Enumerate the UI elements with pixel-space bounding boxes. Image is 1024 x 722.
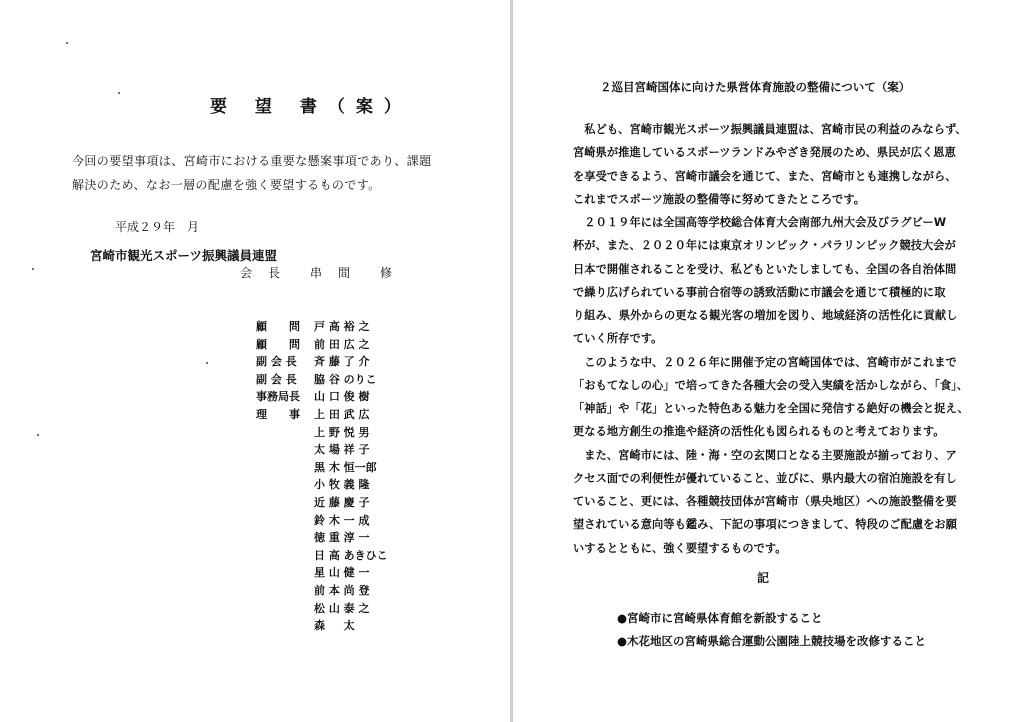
member-name: 鈴 木 一 成	[314, 513, 370, 527]
body-line: で繰り広げられている事前合宿等の誘致活動に市議会を通じて積極的に取	[573, 285, 946, 299]
member-name: 上 田 武 広	[314, 408, 370, 421]
body-line: 「神話」や「花」といった特色ある魅力を全国に発信する絶好の機会と捉え、	[573, 402, 969, 415]
body-line: ２０１９年には全国高等学校総合体育大会南部九州大会及びラグビーW	[573, 216, 947, 229]
body-line: また、宮崎市には、陸・海・空の玄関口となる主要施設が揃っており、ア	[573, 448, 957, 462]
body-line: 杯が、また、２０２０年には東京オリンピック・パラリンピック競技大会が	[573, 239, 956, 253]
scan-speck	[37, 434, 39, 436]
body-line: いするとともに、強く要望するものです。	[573, 541, 787, 555]
intro-line-2: 解決のため、なお一層の配慮を強く要望するものです。	[72, 178, 381, 192]
member-name: 黒 木 恒一郎	[314, 460, 377, 474]
member-name: 松 山 泰 之	[314, 601, 370, 615]
member-role: 顧 問	[256, 320, 300, 333]
body-line: 望されている意向等も鑑み、下記の事項につきまして、特段のご配慮をお願	[573, 518, 958, 532]
body-line: 日本で開催されることを受け、私どもといたしましても、全国の各自治体間	[573, 262, 957, 276]
body-line: 私ども、宮崎市観光スポーツ振興議員連盟は、宮崎市民の利益のみならず、	[573, 123, 967, 136]
body-line: 「おもてなしの心」で培ってきた各種大会の受入実績を活かしながら、「食」、	[573, 378, 969, 392]
member-name: 前 田 広 之	[314, 337, 370, 351]
member-name: 太 場 祥 子	[314, 443, 370, 457]
request-item-2: ●木花地区の宮崎県総合運動公園陸上競技場を改修すること	[617, 634, 927, 648]
intro-line-1: 今回の要望事項は、宮崎市における重要な懸案事項であり、課題	[72, 154, 432, 168]
member-name: 森 太	[314, 619, 355, 633]
member-role: 副 会 長	[256, 355, 297, 369]
body-line: 更なる地方創生の推進や経済の活性化も図られるものと考えております。	[573, 425, 945, 439]
body-line: ていること、更には、各種競技団体が宮崎市（県央地区）への施設整備を要	[573, 495, 957, 508]
member-role: 事務局長	[256, 390, 300, 404]
member-role: 顧 問	[256, 337, 300, 351]
body-line: クセス面での利便性が優れていること、並びに、県内最大の宿泊施設を有し	[573, 471, 957, 485]
body-line: り組み、県外からの更なる観光客の増加を図り、地域経済の活性化に貢献し	[573, 309, 958, 322]
member-name: 星 山 健 一	[314, 566, 370, 580]
document-date: 平成２９年 月	[115, 220, 200, 234]
member-name: 上 野 悦 男	[314, 425, 370, 439]
member-name: 前 本 尚 登	[314, 584, 370, 597]
scan-speck	[206, 362, 208, 364]
scan-speck	[118, 92, 120, 94]
proposal-title: ２巡目宮崎国体に向けた県営体育施設の整備について（案）	[600, 80, 911, 94]
request-item-1: ●宮崎市に宮崎県体育館を新設すること	[617, 611, 823, 625]
member-name: 徳 重 淳 一	[314, 531, 370, 545]
scan-speck	[32, 268, 34, 270]
president-line: 会 長 串 間 修	[240, 266, 395, 280]
member-name: 戸 高 裕 之	[314, 320, 370, 333]
body-line: を享受できるよう、宮崎市議会を通じて、また、宮崎市とも連携しながら、	[573, 169, 957, 183]
member-name: 斉 藤 了 介	[314, 355, 370, 369]
member-name: 脇 谷 のりこ	[314, 372, 377, 386]
member-name: 山 口 俊 樹	[314, 390, 370, 404]
body-line: これまでスポーツ施設の整備等に努めてきたところです。	[573, 192, 866, 206]
organization-name: 宮崎市観光スポーツ振興議員連盟	[90, 248, 278, 263]
right-document-page	[513, 0, 1024, 722]
document-title: 要 望 書（案）	[210, 97, 412, 117]
member-name: 小 牧 義 隆	[314, 478, 370, 492]
body-line: このような中、２０２６年に開催予定の宮崎国体では、宮崎市がこれまで	[573, 355, 957, 369]
ki-heading: 記	[757, 571, 770, 585]
member-role: 理 事	[256, 408, 300, 421]
body-line: ていく所存です。	[573, 332, 663, 346]
member-role: 副 会 長	[256, 372, 297, 386]
scan-speck	[66, 42, 68, 44]
member-name: 日 高 あきひこ	[314, 548, 388, 562]
left-document-page	[0, 0, 510, 722]
body-line: 宮崎県が推進しているスポーツランドみやざき発展のため、県民が広く恩恵	[573, 146, 956, 160]
member-name: 近 藤 慶 子	[314, 496, 370, 509]
